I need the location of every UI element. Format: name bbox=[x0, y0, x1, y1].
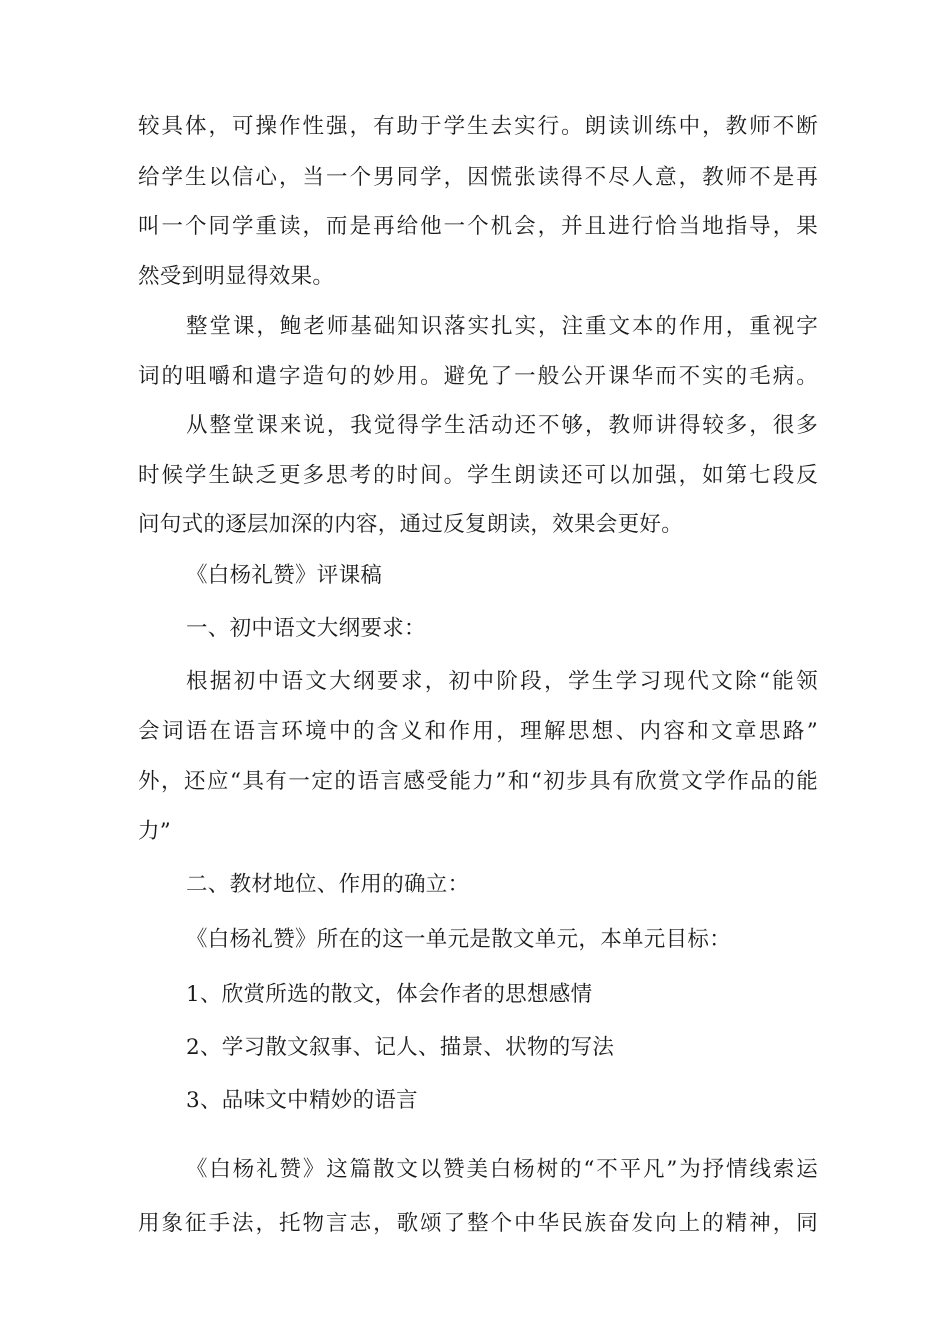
text-line: 《白杨礼赞》所在的这一单元是散文单元，本单元目标： bbox=[186, 927, 732, 952]
section-heading: 二、教材地位、作用的确立： bbox=[186, 872, 470, 897]
text-line: 然受到明显得效果。 bbox=[138, 264, 335, 289]
section-title: 《白杨礼赞》评课稿 bbox=[186, 563, 383, 588]
paragraph-first-line: 从整堂课来说，我觉得学生活动还不够，教师讲得较多，很多 bbox=[186, 413, 818, 438]
text-line: 时候学生缺乏更多思考的时间。学生朗读还可以加强，如第七段反 bbox=[138, 463, 818, 488]
text-line: 给学生以信心，当一个男同学，因慌张读得不尽人意，教师不是再 bbox=[138, 165, 818, 190]
text-line: 词的咀嚼和遣字造句的妙用。避免了一般公开课华而不实的毛病。 bbox=[138, 364, 818, 389]
list-item: 2、学习散文叙事、记人、描景、状物的写法 bbox=[186, 1035, 615, 1060]
text-line: 叫一个同学重读，而是再给他一个机会，并且进行恰当地指导，果 bbox=[138, 214, 818, 239]
list-item: 3、品味文中精妙的语言 bbox=[186, 1088, 418, 1113]
text-line: 较具体，可操作性强，有助于学生去实行。朗读训练中，教师不断 bbox=[138, 114, 818, 139]
text-line: 力” bbox=[138, 819, 172, 844]
list-item: 1、欣赏所选的散文，体会作者的思想感情 bbox=[186, 982, 593, 1007]
text-line: 外，还应“具有一定的语言感受能力”和“初步具有欣赏文学作品的能 bbox=[138, 769, 818, 794]
section-heading: 一、初中语文大纲要求： bbox=[186, 616, 426, 641]
text-line: 用象征手法，托物言志，歌颂了整个中华民族奋发向上的精神，同 bbox=[138, 1211, 818, 1236]
paragraph-first-line: 整堂课，鲍老师基础知识落实扎实，注重文本的作用，重视字 bbox=[186, 314, 818, 339]
text-line: 会词语在语言环境中的含义和作用，理解思想、内容和文章思路” bbox=[138, 719, 818, 744]
text-line: 问句式的逐层加深的内容，通过反复朗读，效果会更好。 bbox=[138, 512, 684, 537]
paragraph-first-line: 根据初中语文大纲要求，初中阶段，学生学习现代文除“能领 bbox=[186, 669, 818, 694]
paragraph-first-line: 《白杨礼赞》这篇散文以赞美白杨树的“不平凡”为抒情线索运 bbox=[186, 1157, 818, 1182]
